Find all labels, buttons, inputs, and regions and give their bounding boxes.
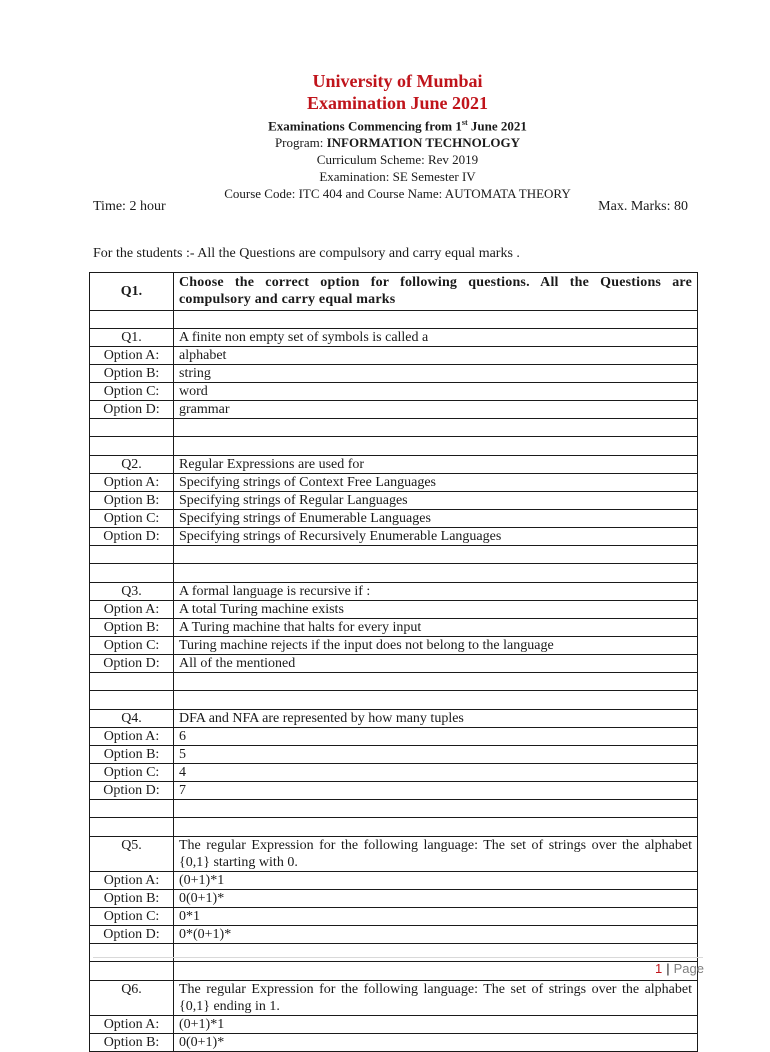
page-footer bbox=[655, 961, 704, 976]
option-row-text: (0+1)*1 bbox=[174, 872, 698, 890]
option-row bbox=[90, 1034, 698, 1052]
exam-title: Examination June 2021 bbox=[306, 93, 489, 113]
blank-row bbox=[90, 944, 698, 962]
option-row-text: 0(0+1)* bbox=[174, 890, 698, 908]
option-row-text: 5 bbox=[174, 746, 698, 764]
max-marks: Max. Marks: 80 bbox=[598, 199, 688, 214]
option-row-text: 0(0+1)* bbox=[174, 1034, 698, 1052]
option-row-text: Specifying strings of Regular Languages bbox=[174, 492, 698, 510]
option-row-text: (0+1)*1 bbox=[174, 1016, 698, 1034]
option-row-label: Option A: bbox=[90, 728, 174, 746]
option-row-text: 0*1 bbox=[174, 908, 698, 926]
option-row-label: Option A: bbox=[90, 474, 174, 492]
option-row bbox=[90, 890, 698, 908]
option-row bbox=[90, 510, 698, 528]
option-row bbox=[90, 746, 698, 764]
blank-row bbox=[90, 800, 698, 818]
question-row bbox=[90, 710, 698, 728]
question-row bbox=[90, 583, 698, 601]
option-row-label: Option C: bbox=[90, 908, 174, 926]
question-row bbox=[90, 981, 698, 1016]
option-row-label: Option D: bbox=[90, 926, 174, 944]
commencing-line: Examinations Commencing from 1st June 2021 bbox=[268, 118, 527, 134]
option-row-label: Option C: bbox=[90, 383, 174, 401]
question-row-text: Regular Expressions are used for bbox=[174, 456, 698, 474]
university-title: University of Mumbai bbox=[312, 71, 483, 91]
option-row-label: Option B: bbox=[90, 1034, 174, 1052]
question-row-label: Q2. bbox=[90, 456, 174, 474]
option-row-label: Option B: bbox=[90, 492, 174, 510]
option-row bbox=[90, 383, 698, 401]
option-row bbox=[90, 619, 698, 637]
option-row-text: All of the mentioned bbox=[174, 655, 698, 673]
option-row-label: Option D: bbox=[90, 528, 174, 546]
option-row-label: Option A: bbox=[90, 601, 174, 619]
option-row-text: A total Turing machine exists bbox=[174, 601, 698, 619]
blank-row bbox=[90, 546, 698, 564]
option-row-label: Option D: bbox=[90, 401, 174, 419]
option-row bbox=[90, 872, 698, 890]
section-header-row bbox=[90, 273, 698, 311]
option-row bbox=[90, 637, 698, 655]
blank-row bbox=[90, 962, 698, 981]
document-header bbox=[0, 70, 770, 202]
option-row-label: Option A: bbox=[90, 872, 174, 890]
question-row bbox=[90, 329, 698, 347]
question-row bbox=[90, 837, 698, 872]
blank-row bbox=[90, 564, 698, 583]
option-row-text: Specifying strings of Enumerable Languages bbox=[174, 510, 698, 528]
section-instruction: Choose the correct option for following questions. All the Questions are compulsory and carry equal marks bbox=[174, 273, 698, 311]
question-row-text: The regular Expression for the following language: The set of strings over the alphabet {0,1} ending in 1. bbox=[174, 981, 698, 1016]
option-row-label: Option A: bbox=[90, 347, 174, 365]
program-line: Program: INFORMATION TECHNOLOGY bbox=[274, 135, 521, 151]
course-line: Course Code: ITC 404 and Course Name: AUTOMATA THEORY bbox=[224, 186, 571, 202]
blank-row bbox=[90, 673, 698, 691]
blank-row bbox=[90, 311, 698, 329]
students-note: For the students :- All the Questions are compulsory and carry equal marks . bbox=[93, 246, 520, 261]
option-row-text: Turing machine rejects if the input does not belong to the language bbox=[174, 637, 698, 655]
option-row-text: Specifying strings of Recursively Enumerable Languages bbox=[174, 528, 698, 546]
blank-row bbox=[90, 437, 698, 456]
option-row bbox=[90, 926, 698, 944]
question-row-text: A formal language is recursive if : bbox=[174, 583, 698, 601]
option-row bbox=[90, 764, 698, 782]
page-number: 1 bbox=[655, 961, 663, 976]
question-row-label: Q6. bbox=[90, 981, 174, 1016]
option-row bbox=[90, 601, 698, 619]
option-row-label: Option C: bbox=[90, 637, 174, 655]
option-row-label: Option A: bbox=[90, 1016, 174, 1034]
question-row-label: Q4. bbox=[90, 710, 174, 728]
question-row-text: The regular Expression for the following language: The set of strings over the alphabet {0,1} starting with 0. bbox=[174, 837, 698, 872]
blank-row bbox=[90, 419, 698, 437]
option-row bbox=[90, 492, 698, 510]
footer-divider bbox=[93, 957, 703, 958]
question-row-label: Q5. bbox=[90, 837, 174, 872]
option-row bbox=[90, 401, 698, 419]
option-row bbox=[90, 908, 698, 926]
option-row-label: Option D: bbox=[90, 782, 174, 800]
option-row-text: grammar bbox=[174, 401, 698, 419]
question-row-label: Q1. bbox=[90, 329, 174, 347]
option-row-label: Option B: bbox=[90, 365, 174, 383]
question-row-label: Q3. bbox=[90, 583, 174, 601]
question-row bbox=[90, 456, 698, 474]
question-table bbox=[89, 272, 698, 1052]
blank-row bbox=[90, 691, 698, 710]
curriculum-line: Curriculum Scheme: Rev 2019 bbox=[316, 152, 479, 168]
option-row-text: 4 bbox=[174, 764, 698, 782]
footer-separator: | bbox=[666, 961, 670, 976]
option-row-text: word bbox=[174, 383, 698, 401]
option-row-text: 6 bbox=[174, 728, 698, 746]
option-row-label: Option C: bbox=[90, 764, 174, 782]
option-row bbox=[90, 347, 698, 365]
option-row-label: Option B: bbox=[90, 890, 174, 908]
option-row-text: Specifying strings of Context Free Languages bbox=[174, 474, 698, 492]
option-row bbox=[90, 365, 698, 383]
option-row-text: string bbox=[174, 365, 698, 383]
question-row-text: DFA and NFA are represented by how many tuples bbox=[174, 710, 698, 728]
option-row-label: Option B: bbox=[90, 746, 174, 764]
option-row-text: 0*(0+1)* bbox=[174, 926, 698, 944]
exam-duration: Time: 2 hour bbox=[93, 199, 166, 214]
option-row-text: A Turing machine that halts for every input bbox=[174, 619, 698, 637]
option-row bbox=[90, 1016, 698, 1034]
option-row-text: alphabet bbox=[174, 347, 698, 365]
option-row bbox=[90, 782, 698, 800]
option-row bbox=[90, 474, 698, 492]
page-label: Page bbox=[673, 961, 704, 976]
option-row-label: Option D: bbox=[90, 655, 174, 673]
option-row-text: 7 bbox=[174, 782, 698, 800]
section-label: Q1. bbox=[90, 273, 174, 311]
examination-line: Examination: SE Semester IV bbox=[319, 169, 476, 185]
blank-row bbox=[90, 818, 698, 837]
option-row bbox=[90, 728, 698, 746]
option-row bbox=[90, 528, 698, 546]
option-row-label: Option C: bbox=[90, 510, 174, 528]
question-row-text: A finite non empty set of symbols is called a bbox=[174, 329, 698, 347]
option-row bbox=[90, 655, 698, 673]
option-row-label: Option B: bbox=[90, 619, 174, 637]
